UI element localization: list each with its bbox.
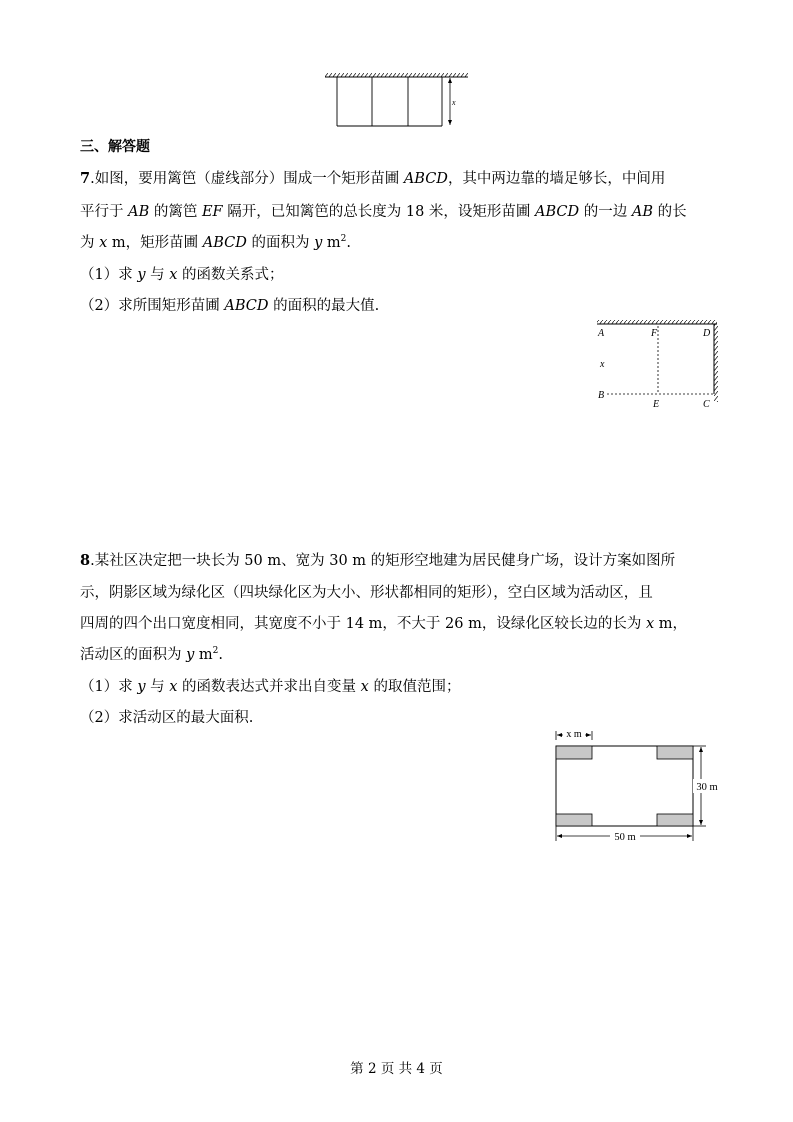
- text-segment: 平行于: [80, 204, 129, 220]
- math-variable: x: [645, 616, 655, 632]
- side-x-label: x: [452, 98, 456, 107]
- superscript: 2: [340, 234, 347, 245]
- text-segment: 活动区的面积为: [80, 647, 187, 663]
- math-variable: ABCD: [224, 298, 269, 314]
- math-variable: x: [360, 679, 369, 695]
- label-x: x: [600, 359, 605, 370]
- text-segment: 的取值范围；: [368, 679, 461, 695]
- math-variable: x: [99, 235, 108, 251]
- text-segment: 与: [145, 679, 170, 695]
- q8-subquestion-2: [80, 706, 253, 727]
- q7-line: [80, 167, 665, 188]
- math-variable: x: [169, 267, 178, 283]
- page-footer: 第 2 页 共 4 页: [350, 1061, 443, 1077]
- text-segment: .: [218, 647, 224, 663]
- superscript: 2: [212, 646, 219, 657]
- text-segment: 的函数表达式并求出自变量: [177, 679, 361, 695]
- text-segment: （2）求所围矩形苗圃: [80, 298, 225, 314]
- text-segment: （1）求: [80, 267, 138, 283]
- text-segment: m，矩形苗圃: [107, 235, 203, 251]
- math-variable: y: [137, 679, 146, 695]
- math-variable: AB: [128, 204, 150, 220]
- green-area: [657, 814, 693, 826]
- text-segment: .如图，要用篱笆（虚线部分）围成一个矩形苗圃: [90, 171, 404, 187]
- green-area: [556, 814, 592, 826]
- label-C: C: [703, 399, 710, 408]
- text-segment: .: [346, 235, 352, 251]
- text-segment: 示，阴影区域为绿化区（四块绿化区为大小、形状都相同的矩形），空白区域为活动区，且: [80, 585, 653, 601]
- text-segment: 的长: [653, 204, 687, 220]
- math-variable: EF: [201, 204, 223, 220]
- math-variable: AB: [631, 204, 653, 220]
- label-A: A: [598, 328, 605, 339]
- text-segment: m: [322, 235, 341, 251]
- green-area: [556, 746, 592, 759]
- label-E: E: [653, 399, 660, 408]
- text-segment: .某社区决定把一块长为 50 m、宽为 30 m 的矩形空地建为居民健身广场，设计方案如图所: [90, 553, 676, 569]
- math-variable: y: [137, 267, 146, 283]
- q7-subquestion-1: [80, 263, 284, 284]
- text-segment: （1）求: [80, 679, 138, 695]
- top-wall-hatching: [597, 320, 717, 324]
- text-segment: 与: [145, 267, 170, 283]
- math-variable: ABCD: [535, 204, 580, 220]
- wall-hatching: [325, 73, 468, 77]
- q7-line: [80, 231, 351, 252]
- text-segment: 的函数关系式；: [177, 267, 284, 283]
- text-segment: 的面积为: [246, 235, 315, 251]
- text-segment: （2）求活动区的最大面积.: [80, 710, 254, 726]
- math-variable: x: [169, 679, 178, 695]
- q8-subquestion-1: [80, 675, 460, 696]
- width-30m-label: 30 m: [696, 782, 718, 793]
- q7-line: [80, 200, 687, 221]
- q8-number: 8: [80, 552, 91, 569]
- x-m-label: x m: [566, 729, 582, 740]
- math-variable: y: [186, 647, 195, 663]
- math-variable: ABCD: [202, 235, 247, 251]
- section-title: 三、解答题: [80, 139, 150, 155]
- math-variable: ABCD: [403, 171, 448, 187]
- label-D: D: [703, 328, 711, 339]
- text-segment: m: [194, 647, 213, 663]
- length-50m-label: 50 m: [614, 832, 636, 843]
- text-segment: 的篱笆: [149, 204, 202, 220]
- q7-garden-figure: [590, 316, 725, 408]
- text-segment: 为: [80, 235, 100, 251]
- text-segment: m，: [654, 616, 687, 632]
- top-fence-figure: [320, 68, 480, 130]
- q8-line: [80, 612, 687, 633]
- q8-line: [80, 549, 675, 570]
- math-variable: y: [314, 235, 323, 251]
- right-wall-hatching: [714, 324, 718, 402]
- q8-line: [80, 643, 223, 664]
- text-segment: 四周的四个出口宽度相同，其宽度不小于 14 m，不大于 26 m，设绿化区较长边的长为: [80, 616, 646, 632]
- label-B: B: [598, 390, 605, 401]
- q7-number: 7: [80, 170, 91, 187]
- q8-line: [80, 581, 653, 602]
- q8-plaza-figure: [548, 726, 728, 844]
- q7-subquestion-2: [80, 294, 379, 315]
- green-area: [657, 746, 693, 759]
- text-segment: ，其中两边靠的墙足够长，中间用: [447, 171, 666, 187]
- text-segment: 的面积的最大值.: [268, 298, 380, 314]
- text-segment: 的一边: [579, 204, 632, 220]
- text-segment: 隔开，已知篱笆的总长度为 18 米，设矩形苗圃: [222, 204, 536, 220]
- label-F: F: [651, 328, 658, 339]
